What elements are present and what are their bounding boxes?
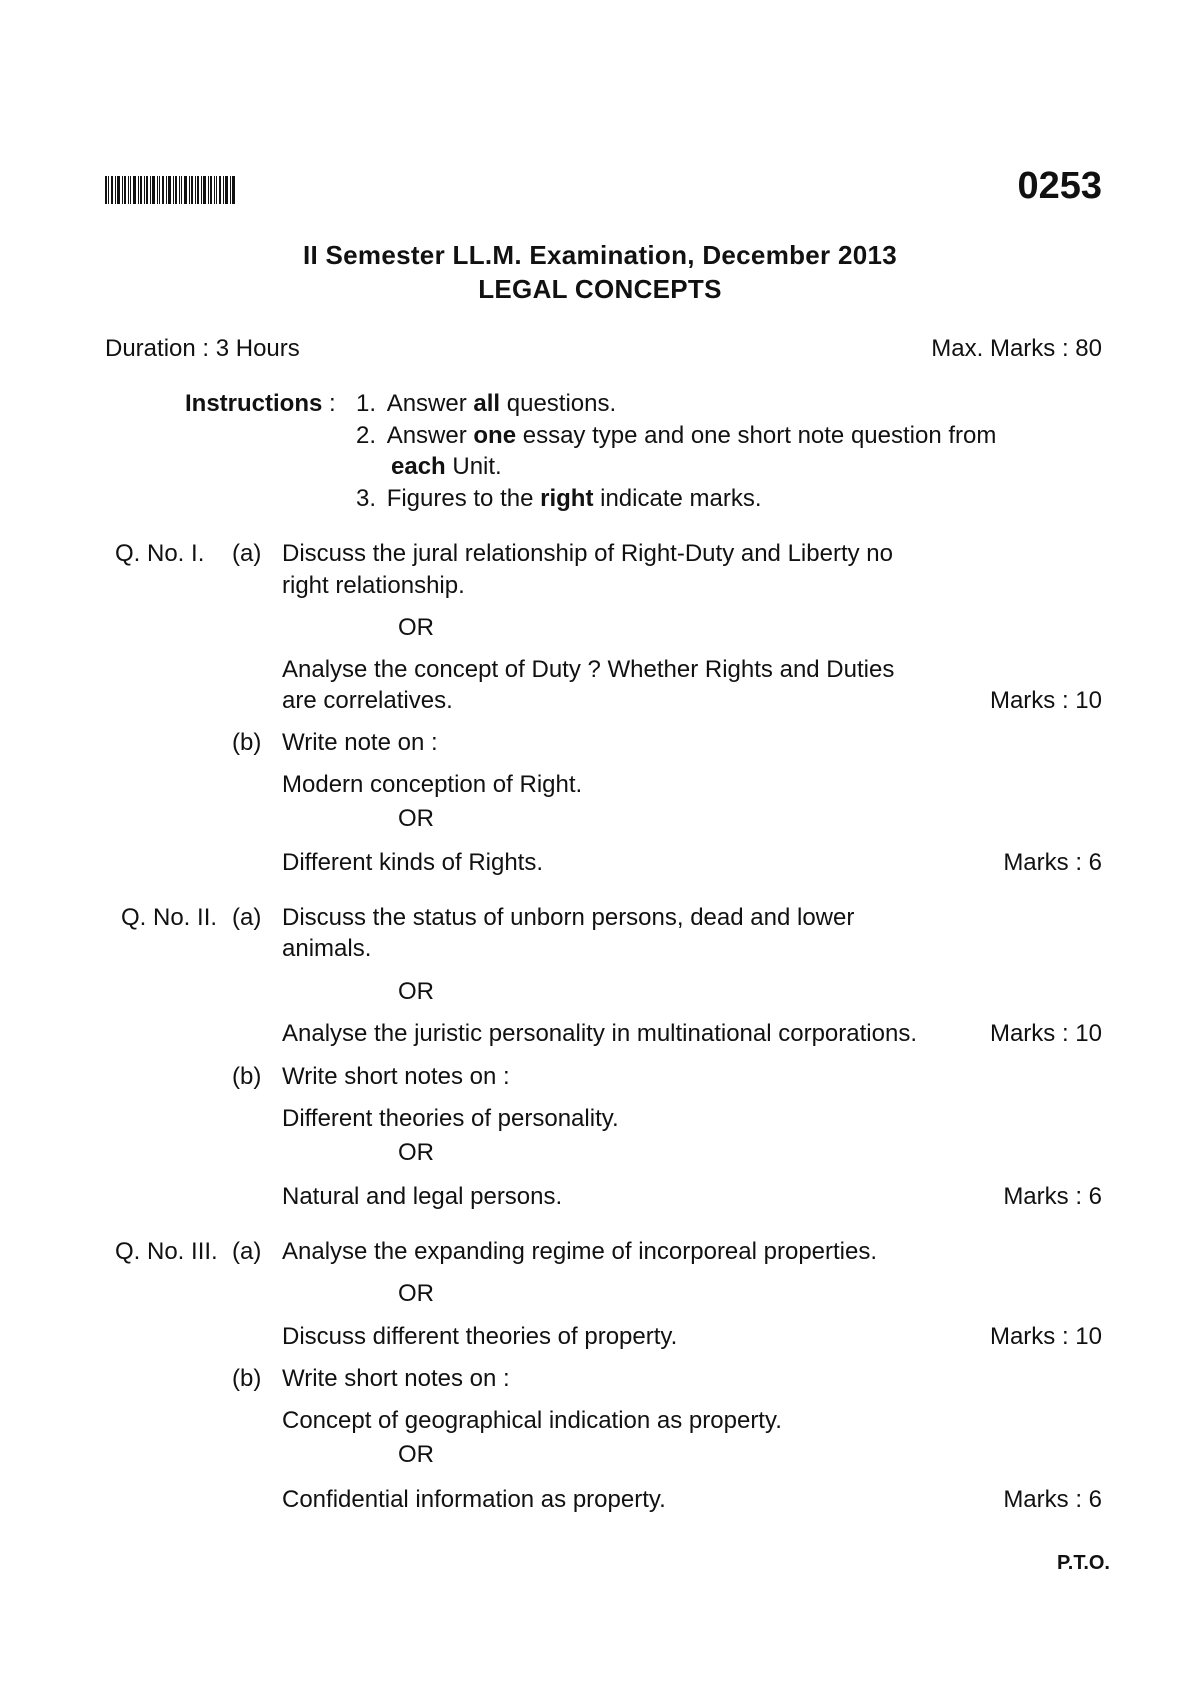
exam-title: II Semester LL.M. Examination, December 2013 xyxy=(302,240,898,270)
part-label: (b) xyxy=(232,1365,262,1392)
instruction-item: 1. Answer all questions. xyxy=(356,390,617,417)
instructions-label: Instructions xyxy=(185,390,323,417)
question-text: Write short notes on : xyxy=(282,1365,510,1392)
question-text: Analyse the expanding regime of incorporeal properties. xyxy=(282,1238,878,1265)
question-text: Discuss the status of unborn persons, dead and lower xyxy=(282,904,855,931)
part-label: (a) xyxy=(232,540,262,567)
question-text: Different kinds of Rights. xyxy=(282,849,544,876)
instructions-separator: : xyxy=(329,390,336,417)
question-text: are correlatives. xyxy=(282,687,453,714)
question-number: Q. No. III. xyxy=(115,1238,218,1265)
question-number: Q. No. I. xyxy=(115,540,205,567)
marks: Marks : 6 xyxy=(1003,1486,1102,1513)
or-separator: OR xyxy=(398,805,434,832)
marks: Marks : 10 xyxy=(989,687,1102,714)
or-separator: OR xyxy=(398,1441,434,1468)
question-text: Natural and legal persons. xyxy=(282,1183,563,1210)
question-text: right relationship. xyxy=(282,572,465,599)
max-marks: Max. Marks : 80 xyxy=(931,335,1102,362)
question-text: Discuss different theories of property. xyxy=(282,1323,678,1350)
question-text: Concept of geographical indication as property. xyxy=(282,1407,782,1434)
question-number: Q. No. II. xyxy=(121,904,218,931)
subject-title: LEGAL CONCEPTS xyxy=(478,274,722,304)
part-label: (b) xyxy=(232,729,262,756)
question-text: Write note on : xyxy=(282,729,438,756)
instruction-item-continued: each Unit. xyxy=(391,453,502,480)
question-text: animals. xyxy=(282,935,372,962)
or-separator: OR xyxy=(398,1280,434,1307)
part-label: (b) xyxy=(232,1063,262,1090)
question-text: Different theories of personality. xyxy=(282,1105,619,1132)
part-label: (a) xyxy=(232,1238,262,1265)
marks: Marks : 10 xyxy=(989,1020,1102,1047)
question-text: Analyse the concept of Duty ? Whether Rights and Duties xyxy=(282,656,895,683)
question-text: Confidential information as property. xyxy=(282,1486,666,1513)
marks: Marks : 10 xyxy=(989,1323,1102,1350)
question-text: Discuss the jural relationship of Right-Duty and Liberty no xyxy=(282,540,893,567)
instruction-item: 3. Figures to the right indicate marks. xyxy=(356,485,762,512)
question-text: Modern conception of Right. xyxy=(282,771,583,798)
page-footer-pto: P.T.O. xyxy=(1057,1552,1110,1574)
or-separator: OR xyxy=(398,1139,434,1166)
question-text: Analyse the juristic personality in multinational corporations. xyxy=(282,1020,917,1047)
instruction-item: 2. Answer one essay type and one short note question from xyxy=(356,422,997,449)
paper-code: 0253 xyxy=(1017,165,1102,207)
duration: Duration : 3 Hours xyxy=(105,335,300,362)
question-text: Write short notes on : xyxy=(282,1063,510,1090)
marks: Marks : 6 xyxy=(1003,1183,1102,1210)
marks: Marks : 6 xyxy=(1003,849,1102,876)
or-separator: OR xyxy=(398,614,434,641)
or-separator: OR xyxy=(398,978,434,1005)
barcode xyxy=(105,176,235,204)
part-label: (a) xyxy=(232,904,262,931)
